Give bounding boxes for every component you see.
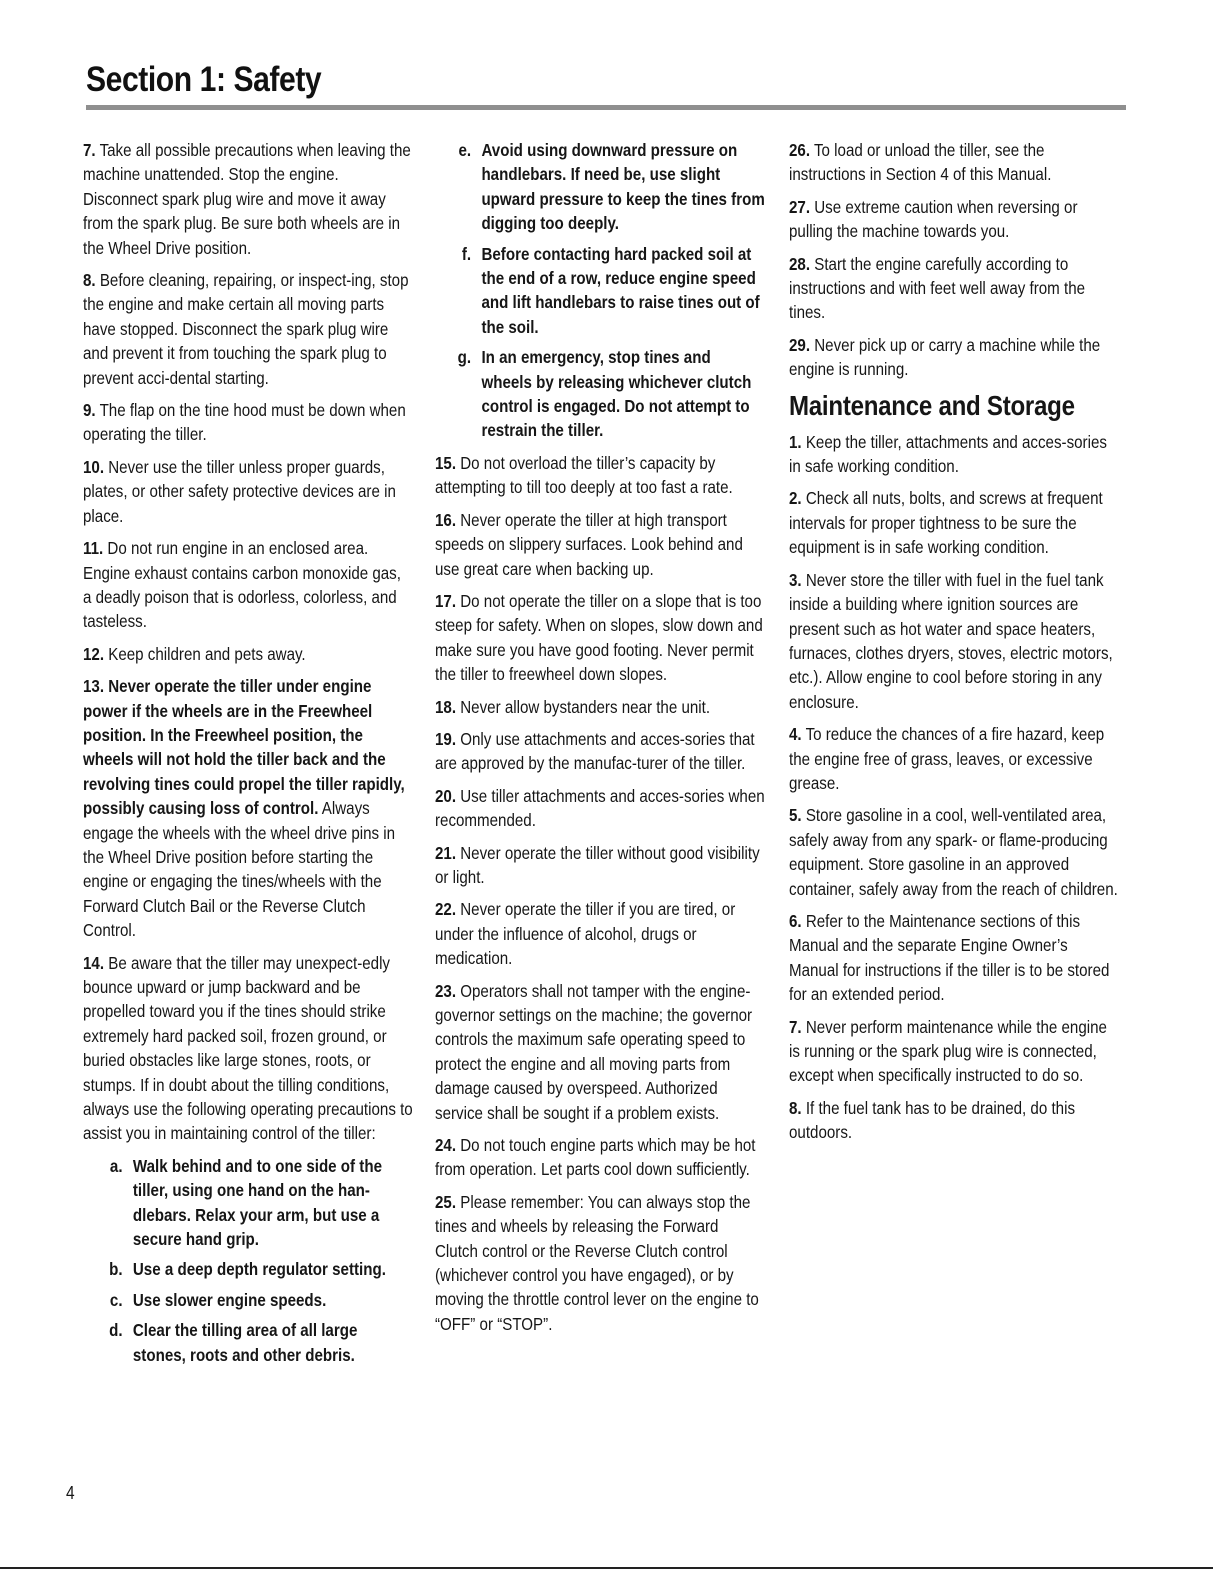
safety-item — [435, 589, 765, 687]
subitem-letter: e. — [458, 140, 472, 160]
item-number: 29. — [789, 334, 811, 355]
subitem-text: Before contacting hard packed soil at the end of a row, reduce engine speed and lift handlebars to raise tines out of the soil. — [481, 243, 760, 337]
subitem-text: In an emergency, stop tines and wheels by releasing whichever clutch control is engaged. Do not attempt to restrain the tiller. — [481, 347, 752, 441]
item-text: Operators shall not tamper with the engine-governor settings on the machine; the governor controls the maximum safe operating speed to protect the engine and all moving parts from damage caused by overspeed. Authorized service shall be sought if a problem exists. — [435, 980, 753, 1123]
item-text: Never operate the tiller without good visibility or light. — [435, 842, 760, 887]
safety-item — [83, 138, 413, 260]
item-text: Only use attachments and acces-sories that are approved by the manufac-turer of the tiller. — [435, 728, 755, 774]
item-text: Never store the tiller with fuel in the fuel tank inside a building where ignition sources are present such as hot water and space heaters, furnaces, clothes dryers, stoves, electric motors, etc.). Allow engine to cool before storing in any enclosure. — [789, 569, 1113, 712]
item-text: Be aware that the tiller may unexpect-edly bounce upward or jump backward and be propelled toward you if the tines should strike extremely hard packed soil, frozen ground, or buried obstacles like large stones, roots, or stumps. If in doubt about the tilling conditions, always use the following operating precautions to assist you in maintaining control of the tiller: — [83, 952, 413, 1144]
safety-item — [789, 138, 1119, 187]
safety-item — [435, 508, 765, 581]
item-number: 1. — [789, 431, 802, 452]
maintenance-item — [789, 803, 1119, 901]
item-text: Do not touch engine parts which may be hot from operation. Let parts cool down sufficiently. — [435, 1135, 756, 1180]
safety-item — [435, 784, 765, 833]
subitem-text: Walk behind and to one side of the tiller, using one hand on the han-dlebars. Relax your arm, but use a secure hand grip. — [132, 1155, 382, 1250]
subitem-letter: a. — [109, 1155, 123, 1176]
page-number: 4 — [66, 1483, 75, 1503]
item-number: 28. — [789, 253, 811, 274]
item-number: 23. — [435, 980, 457, 1001]
subitem-text: Clear the tilling area of all large stones, roots and other debris. — [132, 1320, 358, 1365]
item-number: 12. — [83, 643, 105, 664]
item-number: 16. — [435, 509, 457, 530]
item-text: Check all nuts, bolts, and screws at frequent intervals for proper tightness to be sure the equipment is in safe working condition. — [789, 488, 1103, 558]
item-number: 26. — [789, 140, 811, 160]
safety-item — [83, 455, 413, 528]
maintenance-item — [789, 1015, 1119, 1088]
title-rule — [86, 105, 1126, 110]
item-number: 7. — [83, 140, 96, 160]
item-number: 27. — [789, 196, 811, 217]
maintenance-item — [789, 909, 1119, 1007]
maintenance-item — [789, 568, 1119, 714]
item-text: Never operate the tiller at high transport speeds on slippery surfaces. Look behind and use great care when backing up. — [435, 509, 743, 579]
safety-item — [435, 727, 765, 776]
item-number: 4. — [789, 724, 802, 745]
item-number: 19. — [435, 728, 457, 749]
safety-item — [83, 642, 413, 666]
precaution-list-continued — [435, 138, 765, 443]
subitem-letter: g. — [457, 347, 472, 368]
item-text: To load or unload the tiller, see the instructions in Section 4 of this Manual. — [789, 140, 1052, 185]
item-number: 20. — [435, 785, 457, 806]
page-title: Section 1: Safety — [86, 60, 322, 99]
item-number: 13. — [83, 676, 105, 697]
column-1 — [83, 138, 413, 1375]
item-text: Refer to the Maintenance sections of this Manual and the separate Engine Owner’s Manual for instructions if the tiller is to be stored for an extended period. — [789, 910, 1110, 1005]
item-number: 8. — [83, 270, 96, 291]
item-text: Never pick up or carry a machine while the engine is running. — [789, 334, 1101, 380]
subitem-letter: d. — [109, 1320, 123, 1341]
item-text: Use extreme caution when reversing or pulling the machine towards you. — [789, 196, 1078, 242]
item-text: Keep children and pets away. — [108, 643, 306, 664]
safety-item — [435, 979, 765, 1125]
safety-item — [83, 398, 413, 447]
item-number: 17. — [435, 590, 457, 611]
item-bold-text: Never operate the tiller under engine power if the wheels are in the Freewheel position. In the Freewheel position, the wheels will not hold the tiller back and the revolving tines could propel the tiller rapidly, possibly causing loss of control. — [83, 676, 405, 819]
item-number: 18. — [435, 696, 457, 717]
item-text: Do not operate the tiller on a slope that is too steep for safety. When on slopes, slow down and make sure you have good footing. Never permit the tiller to freewheel down slopes. — [435, 590, 763, 685]
item-text: Please remember: You can always stop the tines and wheels by releasing the Forward Clutch control or the Reverse Clutch control (whichever control you have engaged), or by moving the throttle control lever on the engine to “OFF” or “STOP”. — [435, 1191, 759, 1334]
item-text: Take all possible precautions when leaving the machine unattended. Stop the engine. Disconnect spark plug wire and move it away from the spark plug. Be sure both wheels are in the Wheel Drive position. — [83, 140, 411, 258]
safety-item — [83, 536, 413, 634]
item-text: Use tiller attachments and acces-sories when recommended. — [435, 785, 765, 831]
safety-item — [435, 1133, 765, 1182]
safety-item — [789, 195, 1119, 244]
item-text: Start the engine carefully according to instructions and with feet well away from the tines. — [789, 253, 1086, 323]
precaution-list — [83, 1154, 413, 1367]
item-number: 22. — [435, 899, 457, 920]
item-text: Never perform maintenance while the engine is running or the spark plug wire is connected, except when specifically instructed to do so. — [789, 1016, 1107, 1086]
item-text: Never use the tiller unless proper guards, plates, or other safety protective devices are in place. — [83, 456, 396, 526]
item-number: 11. — [83, 538, 104, 559]
safety-item — [83, 268, 413, 390]
item-text: If the fuel tank has to be drained, do this outdoors. — [789, 1097, 1076, 1143]
item-text: Do not overload the tiller’s capacity by attempting to till too deeply at too fast a rate. — [435, 452, 733, 498]
subitem-letter: c. — [109, 1289, 123, 1310]
item-number: 5. — [789, 805, 802, 826]
safety-item — [435, 695, 765, 719]
precaution-subitem — [83, 1288, 413, 1312]
maintenance-item — [789, 486, 1119, 559]
item-text: Before cleaning, repairing, or inspect-ing, stop the engine and make certain all moving parts have stopped. Disconnect the spark plug wire and prevent it from touching the spark plug to prevent acci-dental starting. — [83, 270, 409, 388]
item-text: To reduce the chances of a fire hazard, keep the engine free of grass, leaves, or excessive grease. — [789, 724, 1105, 793]
item-text: Store gasoline in a cool, well-ventilated area, safely away from any spark- or flame-producing equipment. Store gasoline in an approved container, safely away from the reach of children. — [789, 805, 1118, 899]
item-number: 14. — [83, 952, 105, 973]
item-number: 8. — [789, 1097, 802, 1118]
item-text: The flap on the tine hood must be down when operating the tiller. — [83, 400, 406, 445]
item-text: Always engage the wheels with the wheel drive pins in the Wheel Drive position before starting the engine or engaging the tines/wheels with the Forward Clutch Bail or the Reverse Clutch Control. — [83, 798, 396, 941]
item-text: Never allow bystanders near the unit. — [460, 696, 711, 717]
subitem-letter: b. — [109, 1259, 123, 1280]
item-number: 24. — [435, 1135, 457, 1156]
precaution-subitem — [435, 345, 765, 443]
item-number: 2. — [789, 488, 802, 509]
safety-item — [435, 451, 765, 500]
safety-item — [435, 1190, 765, 1336]
precaution-subitem — [83, 1257, 413, 1281]
safety-item — [435, 897, 765, 970]
bottom-rule — [0, 1567, 1213, 1569]
safety-item-13 — [83, 674, 413, 942]
item-number: 25. — [435, 1191, 457, 1212]
item-text: Keep the tiller, attachments and acces-sories in safe working condition. — [789, 431, 1107, 477]
safety-item — [789, 333, 1119, 382]
safety-item — [435, 841, 765, 890]
subitem-text: Use slower engine speeds. — [132, 1289, 327, 1310]
precaution-subitem — [83, 1154, 413, 1252]
precaution-subitem — [83, 1318, 413, 1367]
item-number: 6. — [789, 910, 802, 931]
item-number: 10. — [83, 456, 105, 477]
item-text: Never operate the tiller if you are tired, or under the influence of alcohol, drugs or medication. — [435, 899, 736, 969]
precaution-subitem — [435, 138, 765, 236]
subitem-letter: f. — [461, 243, 472, 264]
column-3 — [789, 138, 1119, 1153]
precaution-subitem — [435, 242, 765, 340]
item-number: 9. — [83, 400, 96, 421]
maintenance-item — [789, 430, 1119, 479]
maintenance-item — [789, 722, 1119, 795]
subitem-text: Avoid using downward pressure on handlebars. If need be, use slight upward pressure to keep the tines from digging too deeply. — [481, 140, 765, 234]
column-2 — [435, 138, 765, 1344]
item-number: 7. — [789, 1016, 802, 1037]
maintenance-heading: Maintenance and Storage — [789, 389, 1075, 421]
safety-item — [789, 252, 1119, 325]
item-text: Do not run engine in an enclosed area. Engine exhaust contains carbon monoxide gas, a deadly poison that is odorless, colorless, and tasteless. — [83, 538, 401, 632]
item-number: 21. — [435, 842, 457, 863]
safety-item-14 — [83, 951, 413, 1146]
maintenance-item — [789, 1096, 1119, 1145]
item-number: 15. — [435, 452, 457, 473]
item-number: 3. — [789, 569, 802, 590]
subitem-text: Use a deep depth regulator setting. — [132, 1259, 386, 1280]
